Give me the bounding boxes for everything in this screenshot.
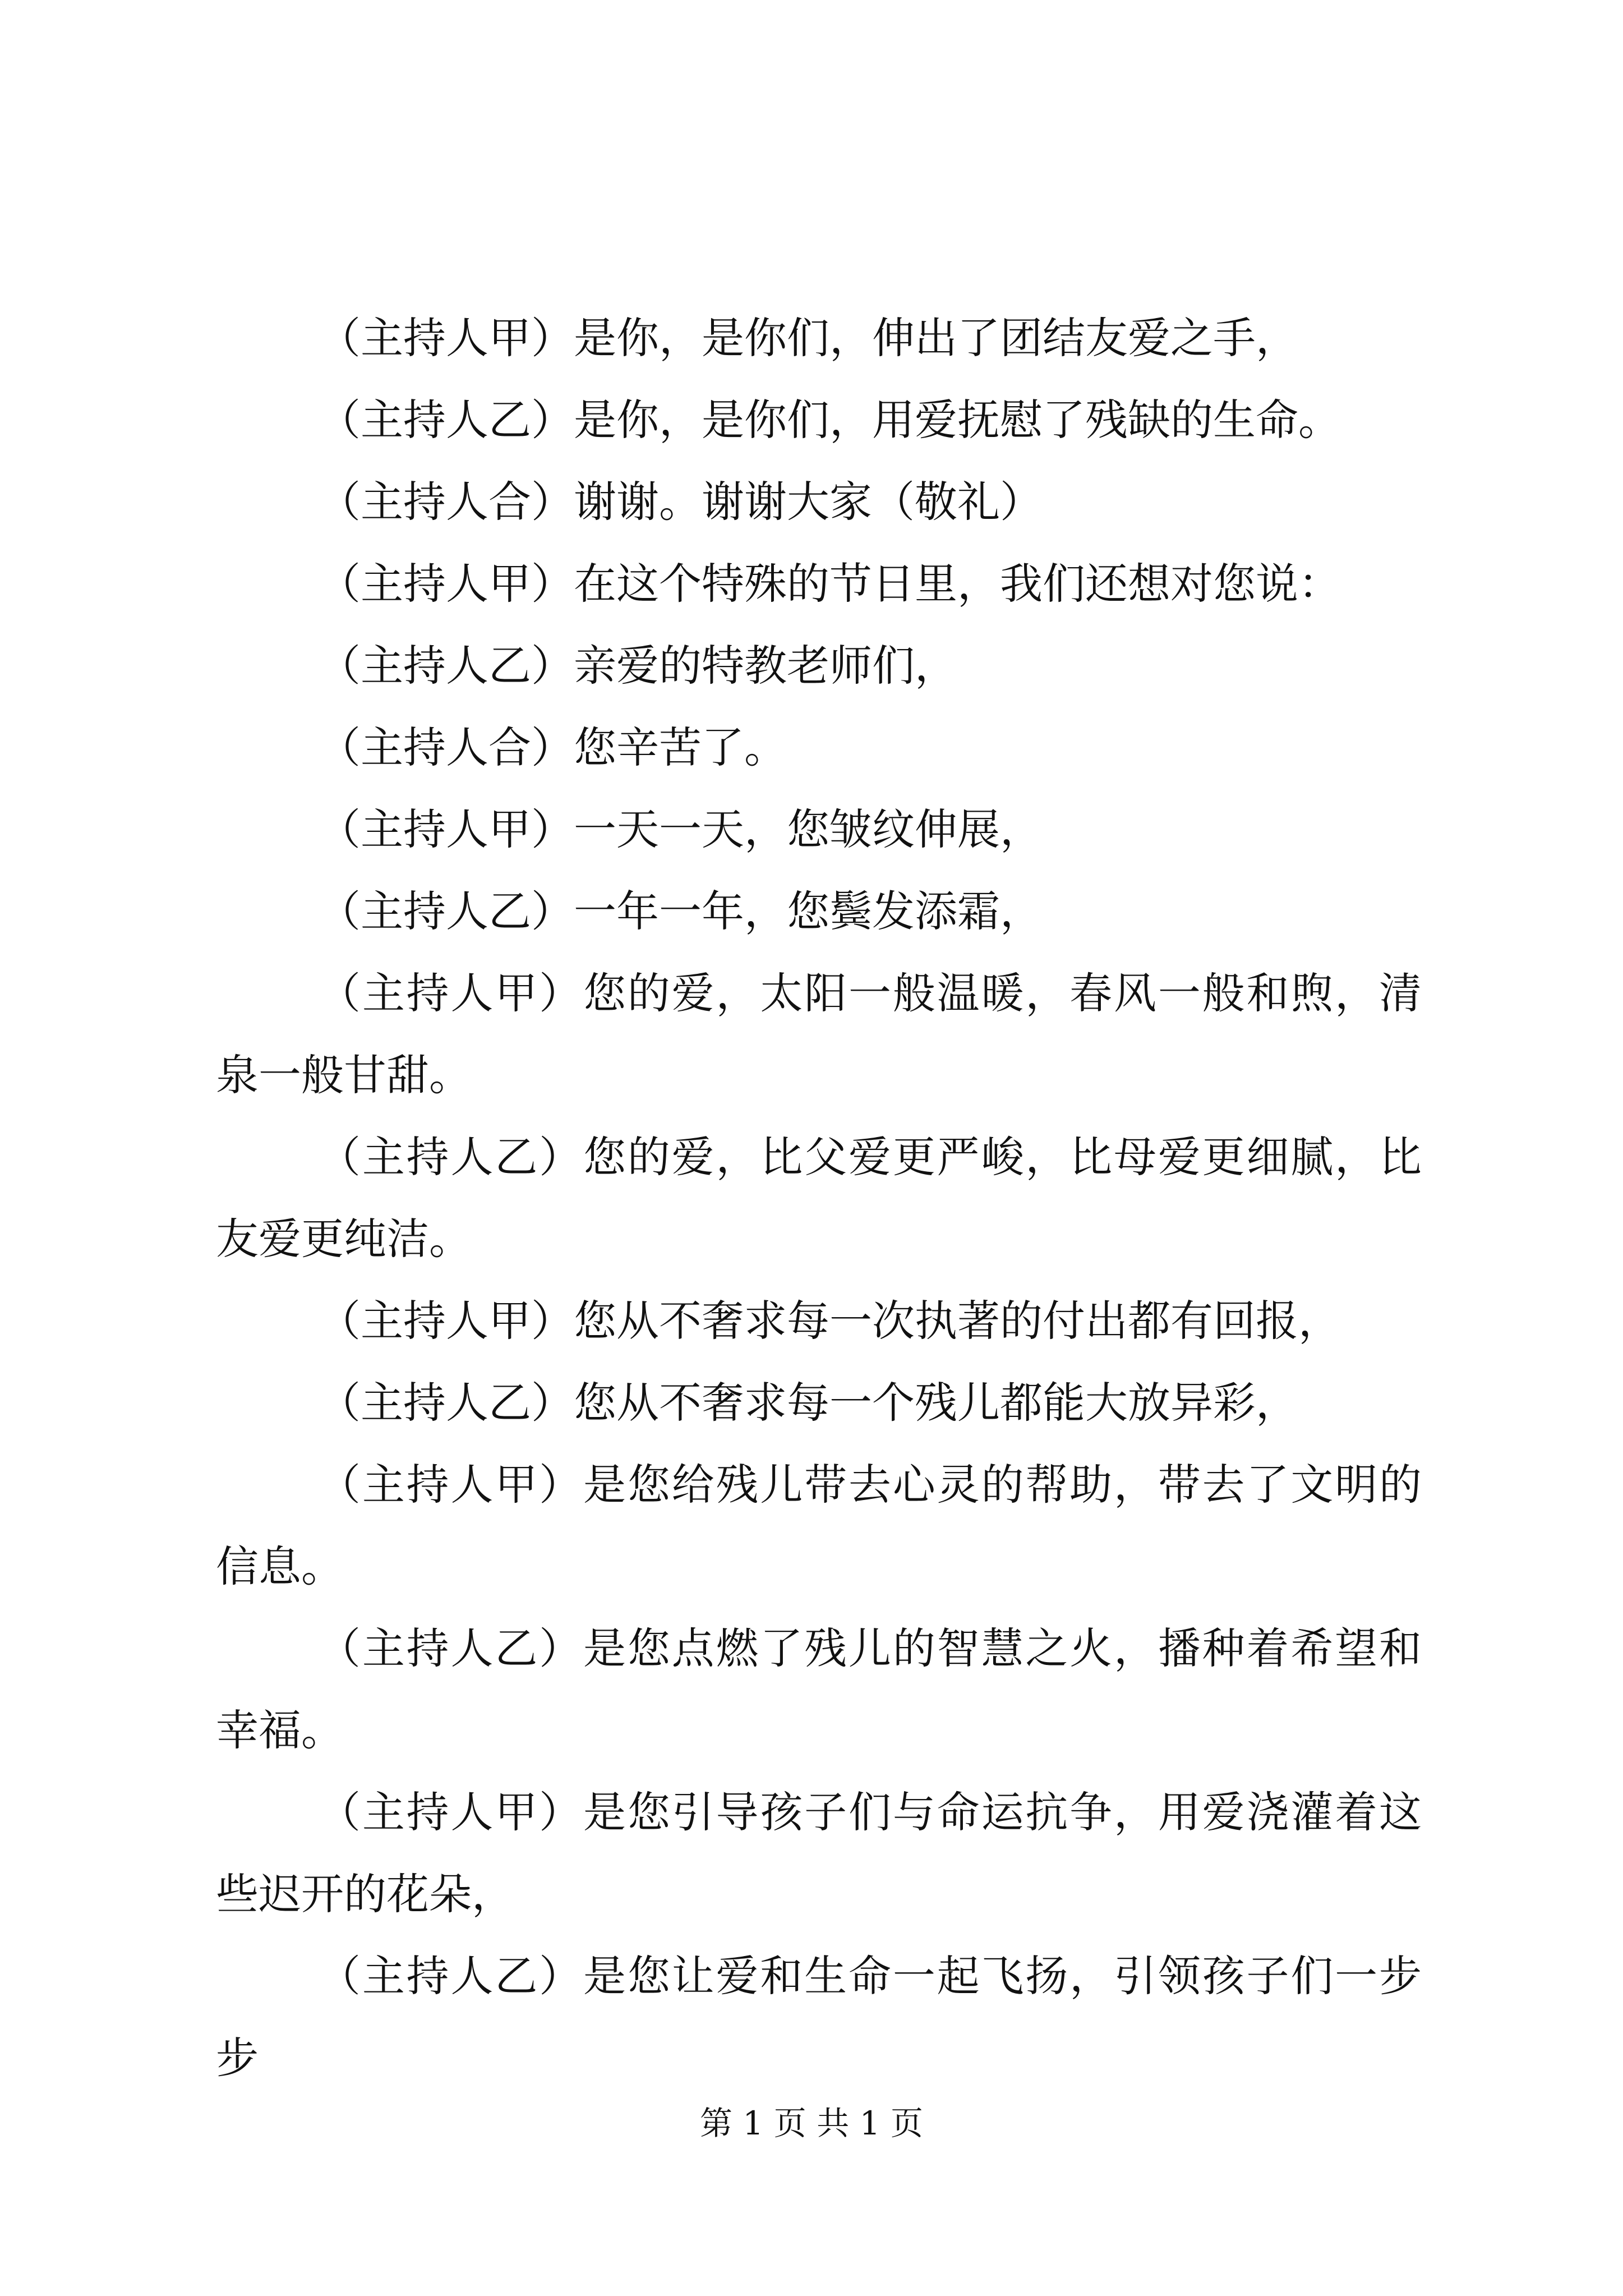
paragraph-4: （主持人甲）在这个特殊的节日里，我们还想对您说： [318,559,1341,609]
paragraph-16: （主持人乙）是您让爱和生命一起飞扬，引领孩子们一步步 [216,1951,1422,2083]
paragraph-6: （主持人合）您辛苦了。 [318,723,787,772]
paragraph-11: （主持人甲）您从不奢求每一次执著的付出都有回报， [318,1296,1341,1346]
paragraph-2: （主持人乙）是你，是你们，用爱抚慰了残缺的生命。 [318,395,1341,445]
paragraph-14: （主持人乙）是您点燃了残儿的智慧之火，播种着希望和幸福。 [216,1623,1422,1755]
paragraph-8: （主持人乙）一年一年，您鬓发添霜， [318,886,1043,936]
paragraph-5: （主持人乙）亲爱的特教老师们， [318,641,957,691]
paragraph-9: （主持人甲）您的爱，太阳一般温暖，春风一般和煦，清泉一般甘甜。 [216,968,1422,1100]
paragraph-12: （主持人乙）您从不奢求每一个残儿都能大放异彩， [318,1378,1298,1428]
document-body [216,297,1422,2099]
paragraph-7: （主持人甲）一天一天，您皱纹伸展， [318,804,1043,854]
paragraph-10: （主持人乙）您的爱，比父爱更严峻，比母爱更细腻，比友爱更纯洁。 [216,1132,1422,1264]
page-footer: 第 1 页 共 1 页 [700,2104,923,2142]
paragraph-13: （主持人甲）是您给残儿带去心灵的帮助，带去了文明的信息。 [216,1460,1422,1591]
paragraph-1: （主持人甲）是你，是你们，伸出了团结友爱之手， [318,313,1298,363]
paragraph-15: （主持人甲）是您引导孩子们与命运抗争，用爱浇灌着这些迟开的花朵， [216,1787,1422,1919]
paragraph-3: （主持人合）谢谢。谢谢大家（敬礼） [318,477,1043,527]
